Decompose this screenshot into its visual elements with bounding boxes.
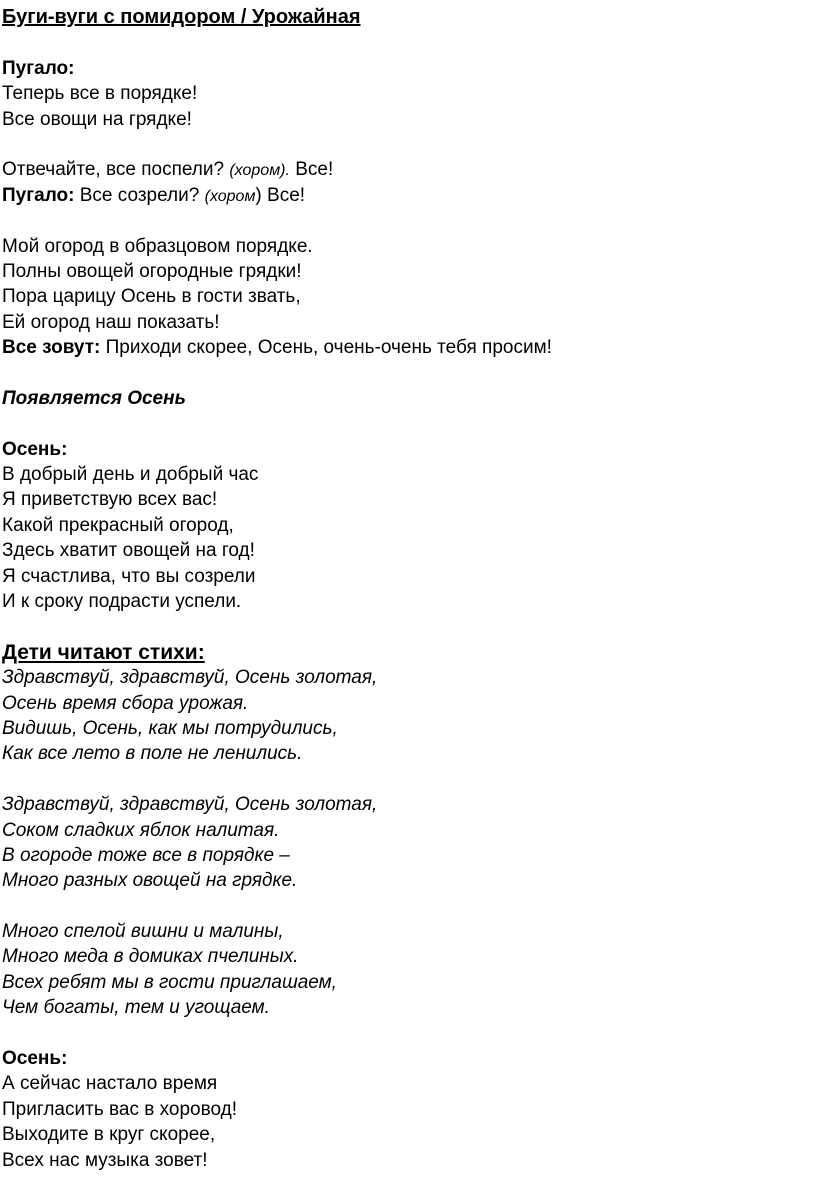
spacer [2,411,802,436]
poem-line: Как все лето в поле не ленились. [2,743,303,765]
text-line: И к сроку подрасти успели. [2,590,242,612]
dialogue-line [2,157,802,182]
spacer [2,132,802,157]
poem-line: Чем богаты, тем и угощаем. [2,997,270,1019]
spacer [2,767,802,792]
text-line: В добрый день и добрый час [2,464,259,486]
document-title: Буги-вуги с помидором / Урожайная [2,6,361,28]
stage-note: (хором). [229,162,290,180]
spacer [2,360,802,385]
text-line: Всех нас музыка зовет! [2,1149,208,1171]
poem-line: Всех ребят мы в гости приглашаем, [2,971,337,993]
text-line: Все овощи на грядке! [2,108,192,130]
poem-line: Соком сладких яблок налитая. [2,819,280,841]
text-line: Я счастлива, что вы созрели [2,565,256,587]
answer-text: ) Все! [255,184,306,206]
spacer [2,30,802,55]
poem-line: Много разных овощей на грядке. [2,870,298,892]
question-text: Отвечайте, все поспели? [2,159,225,181]
spacer [2,614,802,639]
spacer [2,208,802,233]
text-line: Пора царицу Осень в гости звать, [2,286,301,308]
text-line: Полны овощей огородные грядки! [2,260,302,282]
text-line: А сейчас настало время [2,1073,218,1095]
stage-direction: Появляется Осень [2,387,186,409]
poem-line: Видишь, Осень, как мы потрудились, [2,717,338,739]
call-text: Приходи скорее, Осень, очень-очень тебя просим! [105,337,552,359]
speaker-autumn: Осень: [2,1048,68,1070]
spacer [2,1021,802,1046]
poem-line: Много меда в домиках пчелиных. [2,946,299,968]
speaker-scarecrow: Пугало: [2,57,75,79]
stage-note: (хором [204,187,256,205]
text-line: Ей огород наш показать! [2,311,220,333]
poem-line: Здравствуй, здравствуй, Осень золотая, [2,794,378,816]
poem-line: Осень время сбора урожая. [2,692,249,714]
section-heading: Дети читают стихи: [2,640,205,664]
poem-line: Много спелой вишни и малины, [2,921,284,943]
question-text: Все созрели? [79,184,200,206]
answer-text: Все! [295,159,334,181]
poem-line: Здравствуй, здравствуй, Осень золотая, [2,667,378,689]
speaker-all: Все зовут: [2,337,101,359]
text-line: Я приветствую всех вас! [2,489,218,511]
poem-line: В огороде тоже все в порядке – [2,844,290,866]
dialogue-line [2,183,802,208]
dialogue-line [2,335,802,360]
document-body [2,5,802,1173]
text-line: Пригласить вас в хоровод! [2,1098,237,1120]
spacer [2,894,802,919]
speaker-scarecrow: Пугало: [2,184,75,206]
text-line: Теперь все в порядке! [2,83,198,105]
speaker-autumn: Осень: [2,438,68,460]
text-line: Какой прекрасный огород, [2,514,234,536]
text-line: Здесь хватит овощей на год! [2,540,255,562]
text-line: Выходите в круг скорее, [2,1124,216,1146]
text-line: Мой огород в образцовом порядке. [2,235,313,257]
